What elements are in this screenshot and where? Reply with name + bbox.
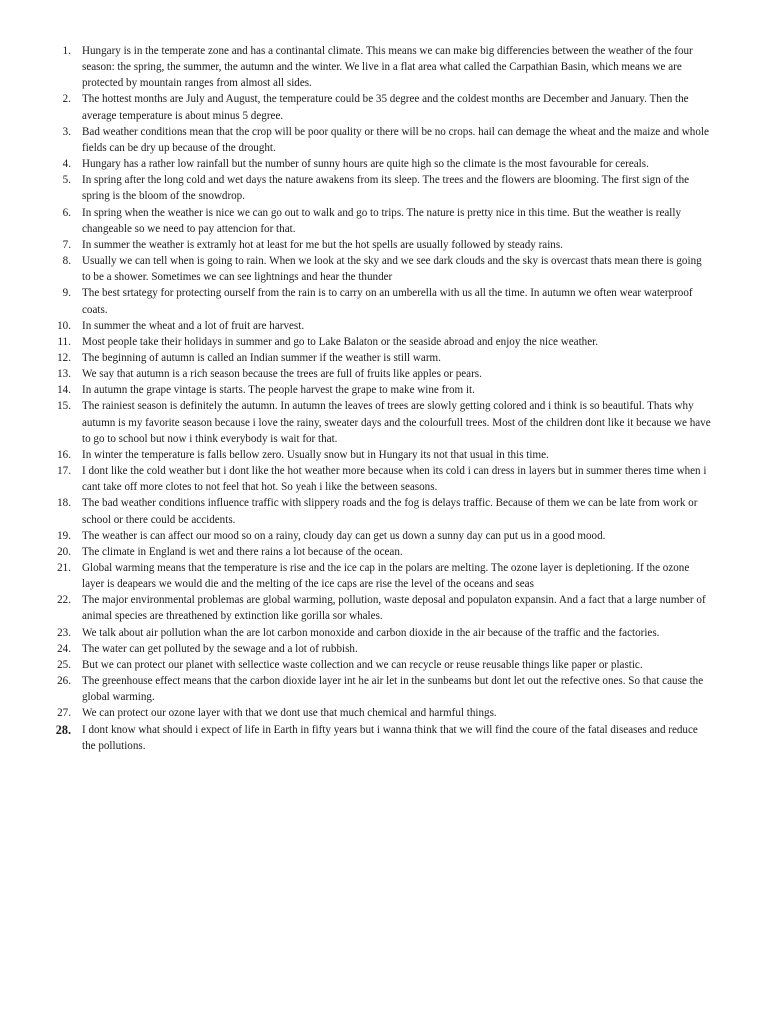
item-text: The bad weather conditions influence traffic with slippery roads and the fog is delays traffic. Because of them we can be late from work or school or there could be accidents. (82, 497, 698, 526)
list-item (0, 156, 768, 172)
item-text: The greenhouse effect means that the carbon dioxide layer int he air let in the sunbeams but dont let out the refective ones. So that cause the global warming. (82, 675, 704, 704)
item-text: The major environmental problemas are global warming, pollution, waste deposal and populaton expansin. And a fact that a large number of animal species are threathened by extinction like gorilla sor whales. (82, 594, 706, 623)
item-number: 7. (62, 238, 71, 251)
item-number: 15. (57, 400, 71, 413)
list-item (0, 318, 768, 334)
list-item (0, 447, 768, 463)
item-text: Most people take their holidays in summer and go to Lake Balaton or the seaside abroad and enjoy the nice weather. (82, 335, 599, 348)
list-item (0, 463, 768, 495)
list-item (0, 237, 768, 253)
item-text: The rainiest season is definitely the autumn. In autumn the leaves of trees are slowly getting colored and i think is so beautiful. Thats why autumn is my favorite season because i love the rainy, sweater days and the colourfull trees. Most of the children dont like it because we have to go to school but now i think everybody is wait for that. (82, 400, 711, 445)
item-text: In summer the weather is extramly hot at least for me but the hot spells are usually followed by steady rains. (82, 238, 563, 251)
list-item (0, 43, 768, 91)
list-item (0, 398, 768, 446)
list-item (0, 172, 768, 204)
item-number: 9. (62, 287, 71, 300)
list-item (0, 205, 768, 237)
item-text: The water can get polluted by the sewage and a lot of rubbish. (82, 642, 358, 655)
item-number: 28. (55, 722, 71, 737)
item-number: 4. (62, 158, 71, 171)
item-text: The climate in England is wet and there rains a lot because of the ocean. (82, 545, 403, 558)
list-item (0, 641, 768, 657)
list-item (0, 560, 768, 592)
item-number: 23. (57, 626, 71, 639)
item-number: 3. (62, 125, 71, 138)
list-item (0, 495, 768, 527)
list-item (0, 334, 768, 350)
item-number: 11. (57, 335, 71, 348)
item-text: Hungary has a rather low rainfall but the number of sunny hours are quite high so the climate is the most favourable for cereals. (82, 158, 649, 171)
item-text: The beginning of autumn is called an Indian summer if the weather is still warm. (82, 351, 441, 364)
item-number: 22. (57, 594, 71, 607)
item-text: The best srtategy for protecting ourself from the rain is to carry on an umberella with us all the time. In autumn we often wear waterproof coats. (82, 287, 693, 316)
item-text: We say that autumn is a rich season because the trees are full of fruits like apples or pears. (82, 368, 482, 381)
item-number: 14. (57, 384, 71, 397)
list-item (0, 91, 768, 123)
list-item (0, 350, 768, 366)
item-number: 17. (57, 465, 71, 478)
item-text: Bad weather conditions mean that the crop will be poor quality or there will be no crops. hail can demage the wheat and the maize and whole fields can be dry up because of the drought. (82, 125, 709, 154)
item-number: 8. (62, 255, 71, 268)
item-text: In spring after the long cold and wet days the nature awakens from its sleep. The trees and the flowers are blooming. The first sign of the spring is the bloom of the snowdrop. (82, 174, 690, 203)
item-number: 13. (57, 368, 71, 381)
item-number: 20. (57, 545, 71, 558)
item-text: We can protect our ozone layer with that we dont use that much chemical and harmful things. (82, 707, 497, 720)
list-item (0, 625, 768, 641)
item-text: Global warming means that the temperature is rise and the ice cap in the polars are melting. The ozone layer is depletioning. If the ozone layer is deapears we would die and the melting of the ice caps are rise the level of the oceans and seas (82, 562, 690, 591)
item-number: 5. (62, 174, 71, 187)
item-number: 19. (57, 529, 71, 542)
list-item (0, 673, 768, 705)
item-number: 18. (57, 497, 71, 510)
item-text: The hottest months are July and August, the temperature could be 35 degree and the coldest months are December and January. Then the average temperature is about minus 5 degree. (82, 93, 689, 122)
item-number: 26. (57, 675, 71, 688)
item-text: But we can protect our planet with sellectice waste collection and we can recycle or reuse reusable things like paper or plastic. (82, 658, 643, 671)
item-text: In autumn the grape vintage is starts. The people harvest the grape to make wine from it. (82, 384, 475, 397)
item-text: I dont know what should i expect of life in Earth in fifty years but i wanna think that we will find the coure of the fatal diseases and reduce the pollutions. (82, 723, 698, 752)
item-text: In spring when the weather is nice we can go out to walk and go to trips. The nature is pretty nice in this time. But the weather is really changeable so we need to pay attencion for that. (82, 206, 682, 235)
list-item (0, 544, 768, 560)
list-item (0, 722, 768, 754)
list-item (0, 124, 768, 156)
item-number: 10. (57, 319, 71, 332)
numbered-list (0, 43, 768, 754)
list-item (0, 382, 768, 398)
item-text: In summer the wheat and a lot of fruit are harvest. (82, 319, 305, 332)
list-item (0, 592, 768, 624)
list-item (0, 528, 768, 544)
item-text: We talk about air pollution whan the are lot carbon monoxide and carbon dioxide in the air because of the traffic and the factories. (82, 626, 660, 639)
list-item (0, 285, 768, 317)
list-item (0, 366, 768, 382)
item-number: 25. (57, 658, 71, 671)
item-number: 1. (62, 45, 71, 57)
item-number: 27. (57, 707, 71, 720)
item-text: In winter the temperature is falls bellow zero. Usually snow but in Hungary its not that usual in this time. (82, 448, 549, 461)
item-number: 6. (62, 206, 71, 219)
item-text: Hungary is in the temperate zone and has a continantal climate. This means we can make big differencies between the weather of the four season: the spring, the summer, the autumn and the winter. We live in a flat area what called the Carpathian Basin, which means we are protected by mountain ranges from almost all sides. (82, 45, 693, 90)
item-number: 24. (57, 642, 71, 655)
item-number: 21. (57, 562, 71, 574)
item-text: Usually we can tell when is going to rain. When we look at the sky and we see dark clouds and the sky is overcast thats mean there is going to be a shower. Sometimes we can see lightnings and hear the thunder (82, 255, 702, 284)
list-item (0, 657, 768, 673)
item-text: I dont like the cold weather but i dont like the hot weather more because when its cold i can dress in layers but in summer theres time when i cant take off more clotes to not feel that hot. So yeah i like the between seasons. (82, 465, 707, 494)
document-page (0, 43, 768, 754)
item-number: 16. (57, 448, 71, 461)
list-item (0, 705, 768, 721)
item-number: 12. (57, 351, 71, 364)
item-number: 2. (62, 93, 71, 106)
list-item (0, 253, 768, 285)
item-text: The weather is can affect our mood so on a rainy, cloudy day can get us down a sunny day can put us in a good mood. (82, 529, 606, 542)
